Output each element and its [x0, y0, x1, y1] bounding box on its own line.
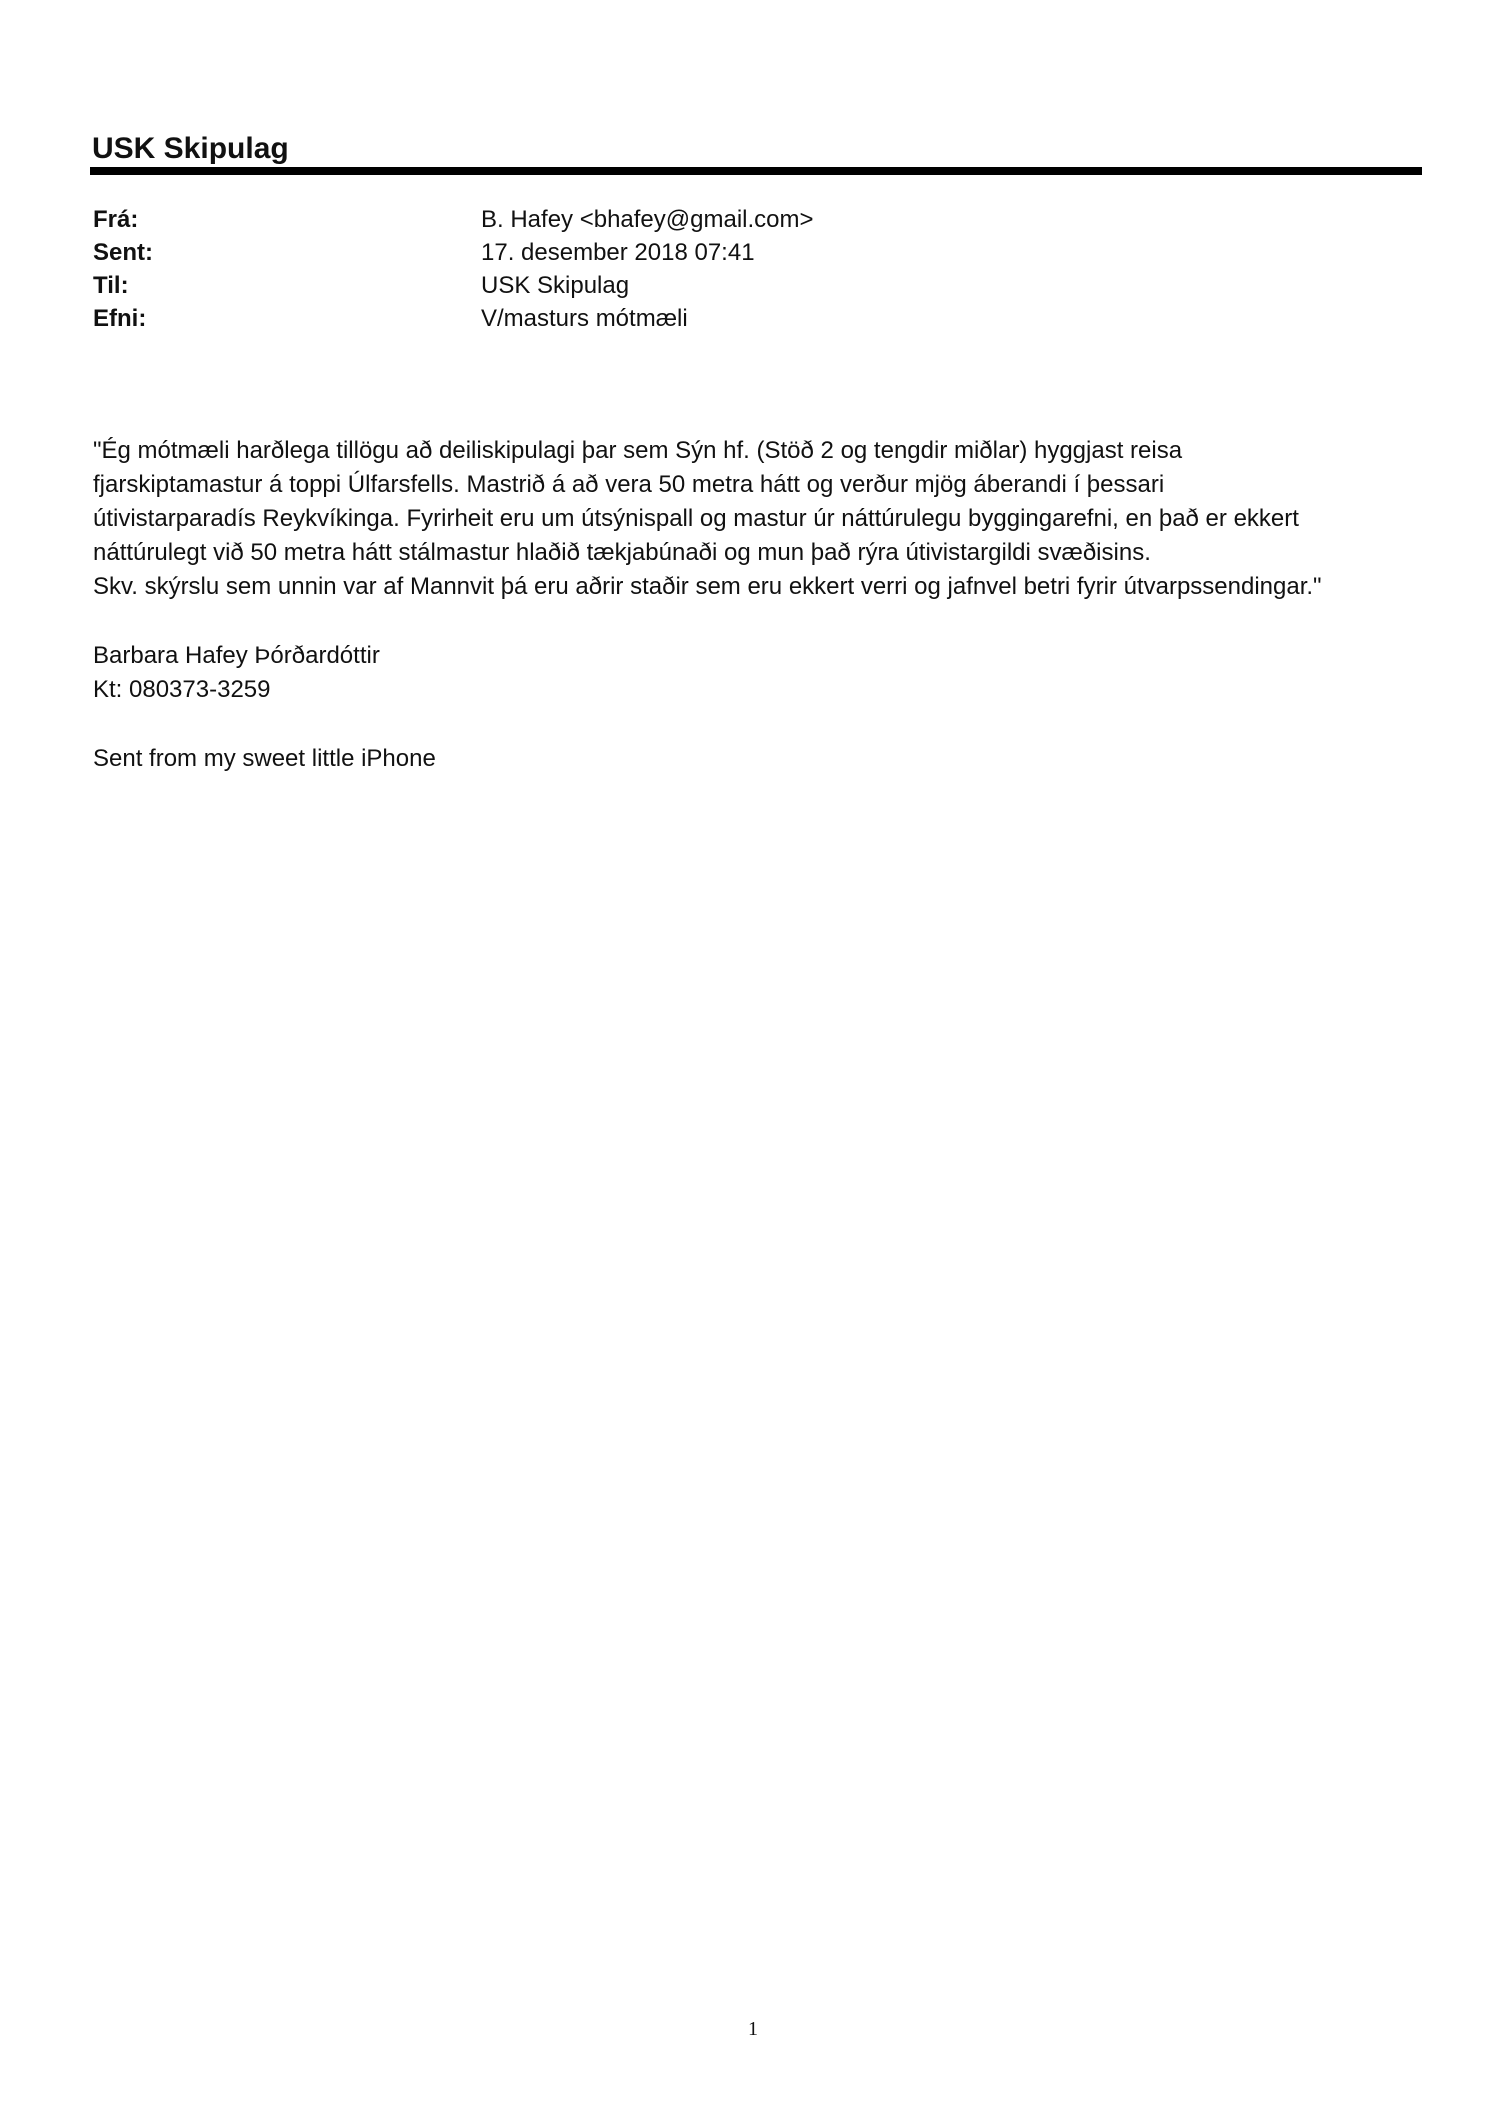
email-body: [93, 434, 1433, 604]
signature-kennitala: Kt: 080373-3259: [93, 676, 271, 703]
title-divider: [90, 167, 1422, 175]
sent-header-row: [93, 236, 993, 269]
to-label: Til:: [93, 272, 129, 299]
sent-value: 17. desember 2018 07:41: [481, 239, 755, 266]
sent-label: Sent:: [93, 239, 153, 266]
body-line: "Ég mótmæli harðlega tillögu að deiliskipulagi þar sem Sýn hf. (Stöð 2 og tengdir miðlar) hyggjast reisa: [93, 437, 1183, 464]
body-line: útivistarparadís Reykvíkinga. Fyrirheit eru um útsýnispall og mastur úr náttúrulegu byggingarefni, en það er ekkert: [93, 505, 1299, 532]
from-value: B. Hafey <bhafey@gmail.com>: [481, 206, 814, 233]
to-header-row: [93, 269, 993, 302]
mailbox-title: USK Skipulag: [92, 132, 289, 165]
sent-from-note: Sent from my sweet little iPhone: [93, 745, 436, 772]
subject-header-row: [93, 302, 993, 335]
page-number: 1: [748, 2018, 758, 2040]
signature-name: Barbara Hafey Þórðardóttir: [93, 642, 380, 669]
signature-block: [93, 639, 380, 707]
body-line: fjarskiptamastur á toppi Úlfarsfells. Mastrið á að vera 50 metra hátt og verður mjög áberandi í þessari: [93, 471, 1165, 498]
from-label: Frá:: [93, 206, 139, 233]
subject-value: V/masturs mótmæli: [481, 305, 688, 332]
from-header-row: [93, 203, 993, 236]
body-line: Skv. skýrslu sem unnin var af Mannvit þá eru aðrir staðir sem eru ekkert verri og jafnvel betri fyrir útvarpssendingar.": [93, 573, 1322, 600]
subject-label: Efni:: [93, 305, 147, 332]
body-line: náttúrulegt við 50 metra hátt stálmastur hlaðið tækjabúnaði og mun það rýra útivistargildi svæðisins.: [93, 539, 1151, 566]
email-header-fields: [93, 203, 993, 335]
to-value: USK Skipulag: [481, 272, 630, 299]
